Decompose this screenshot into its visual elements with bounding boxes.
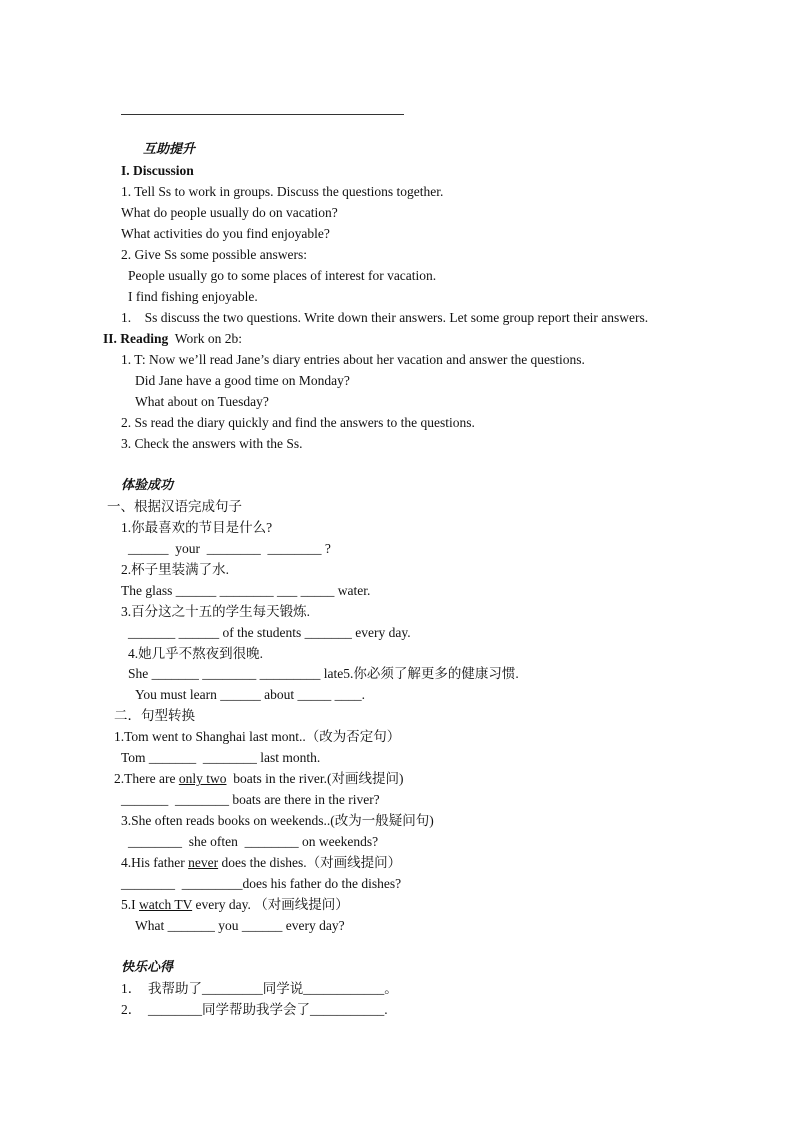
part2-line: _______ ________ boats are there in the river?	[121, 792, 380, 807]
part2-question-4	[121, 855, 401, 871]
part1-line: You must learn ______ about _____ ____.	[135, 687, 366, 702]
q2-suffix: boats in the river.(对画线提问)	[226, 771, 404, 786]
reading-line: 1. T: Now we’ll read Jane’s diary entries about her vacation and answer the questions.	[121, 352, 585, 367]
discussion-line: 1. Ss discuss the two questions. Write down their answers. Let some group report their answers.	[121, 310, 649, 325]
top-rule	[121, 114, 404, 115]
discussion-line: 1. Tell Ss to work in groups. Discuss the questions together.	[121, 184, 444, 199]
q2-underlined: only two	[178, 771, 227, 786]
part1-line: 2.杯子里装满了水.	[121, 562, 229, 577]
q4-prefix: 4.His father	[121, 855, 189, 870]
happy-line: 1． 我帮助了_________同学说____________。	[121, 981, 398, 996]
discussion-line: 2. Give Ss some possible answers:	[121, 247, 307, 262]
q5-prefix: 5.I	[121, 897, 139, 912]
q5-suffix: every day. （对画线提问）	[192, 897, 349, 912]
happy-line: 2． ________同学帮助我学会了___________.	[121, 1002, 388, 1017]
section-heading-mutual-help: 互助提升	[143, 142, 196, 157]
part2-line: 1.Tom went to Shanghai last mont..（改为否定句）	[114, 729, 401, 744]
part1-line: 1.你最喜欢的节目是什么?	[121, 520, 273, 535]
discussion-title: I. Discussion	[121, 163, 194, 178]
part1-line: 3.百分这之十五的学生每天锻炼.	[121, 604, 310, 619]
reading-header	[103, 331, 242, 347]
q4-suffix: does the dishes.（对画线提问）	[218, 855, 402, 870]
part2-line: ________ _________does his father do the dishes?	[121, 876, 402, 891]
part1-title: 一、根据汉语完成句子	[107, 499, 242, 514]
reading-line: Did Jane have a good time on Monday?	[135, 373, 350, 388]
reading-line: 3. Check the answers with the Ss.	[121, 436, 303, 451]
discussion-line: I find fishing enjoyable.	[128, 289, 258, 304]
part1-line: The glass ______ ________ ___ _____ water.	[121, 583, 371, 598]
discussion-line: What do people usually do on vacation?	[121, 205, 338, 220]
part2-question-5	[121, 897, 349, 913]
part2-question-2	[114, 771, 403, 787]
part2-line: ________ she often ________ on weekends?	[128, 834, 379, 849]
q5-underlined: watch TV	[139, 897, 193, 912]
part2-line: Tom _______ ________ last month.	[121, 750, 321, 765]
q4-underlined: never	[188, 855, 219, 870]
reading-line: What about on Tuesday?	[135, 394, 269, 409]
section-heading-happy: 快乐心得	[121, 960, 174, 975]
q2-prefix: 2.There are	[114, 771, 179, 786]
part2-title: 二．句型转换	[114, 708, 195, 723]
reading-line: 2. Ss read the diary quickly and find the answers to the questions.	[121, 415, 475, 430]
discussion-line: People usually go to some places of interest for vacation.	[128, 268, 437, 283]
discussion-line: What activities do you find enjoyable?	[121, 226, 330, 241]
part1-line: _______ ______ of the students _______ every day.	[128, 625, 411, 640]
part2-line: What _______ you ______ every day?	[135, 918, 345, 933]
section-heading-experience: 体验成功	[121, 478, 174, 493]
part1-line: She _______ ________ _________ late5.你必须了解更多的健康习惯.	[128, 666, 519, 681]
reading-title: II. Reading	[103, 331, 169, 346]
part1-line: 4.她几乎不熬夜到很晚.	[128, 646, 263, 661]
part2-line: 3.She often reads books on weekends..(改为一般疑问句)	[121, 813, 434, 828]
reading-subtitle: Work on 2b:	[174, 331, 242, 346]
part1-line: ______ your ________ ________ ?	[128, 541, 331, 556]
